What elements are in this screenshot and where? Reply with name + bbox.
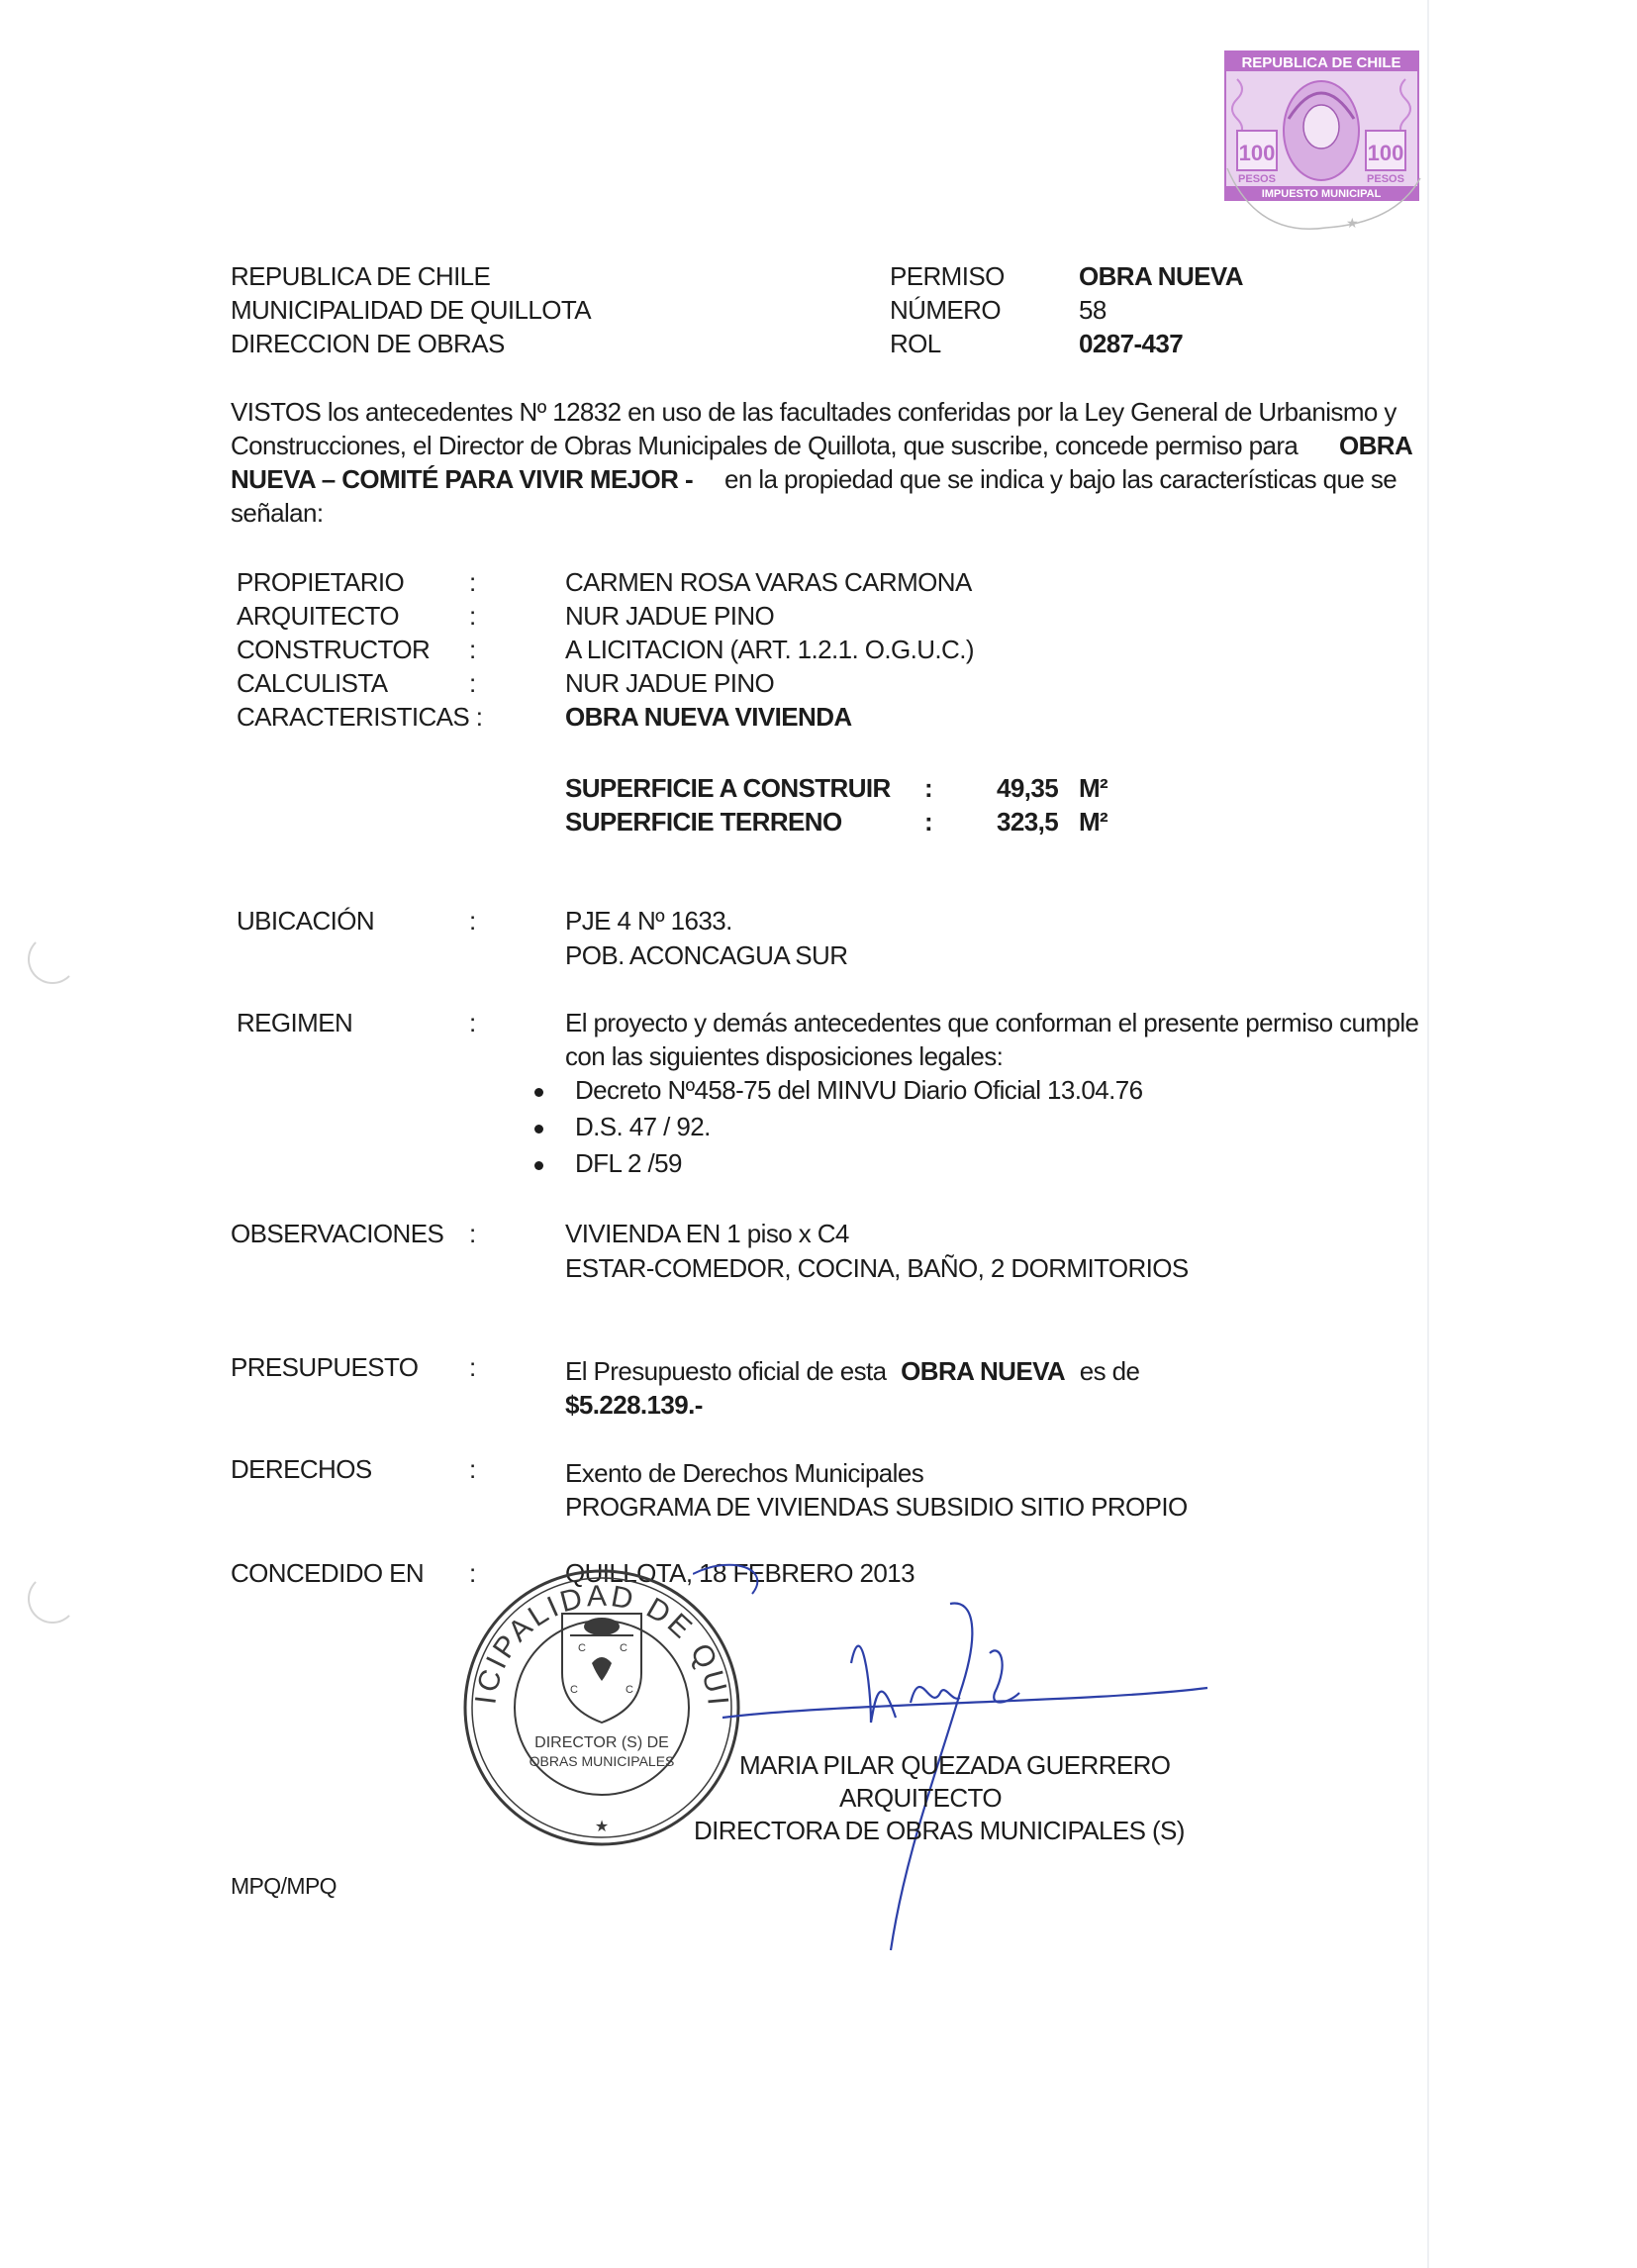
caracteristicas-value: OBRA NUEVA VIVIENDA [565,702,852,732]
presupuesto-label: PRESUPUESTO [231,1352,419,1382]
superficie-terreno-unit: M² [1079,807,1108,837]
regimen-list-item [534,1073,1142,1107]
colon: : [469,1558,476,1588]
colon: : [924,807,933,837]
colon: : [469,635,476,664]
concedido-label: CONCEDIDO EN [231,1558,425,1588]
presupuesto-text-a: El Presupuesto oficial de esta [565,1356,887,1386]
superficie-construir-label: SUPERFICIE A CONSTRUIR [565,773,891,803]
punch-hole [28,1574,77,1624]
revenue-stamp-graphic [1217,40,1425,257]
ubicacion-line-2: POB. ACONCAGUA SUR [565,940,848,970]
intro-line-2-bold: OBRA [1339,431,1413,460]
colon: : [469,906,476,936]
observaciones-label: OBSERVACIONES [231,1219,444,1248]
regimen-list-item [534,1146,682,1180]
colon: : [469,668,476,698]
arquitecto-value: NUR JADUE PINO [565,601,775,631]
regimen-label: REGIMEN [237,1008,353,1037]
observaciones-line-1: VIVIENDA EN 1 piso x C4 [565,1219,849,1248]
arquitecto-label: ARQUITECTO [237,601,399,631]
bullet-icon [534,1125,543,1134]
header-republica: REPUBLICA DE CHILE [231,261,491,291]
constructor-value: A LICITACION (ART. 1.2.1. O.G.U.C.) [565,635,974,664]
caracteristicas-label: CARACTERISTICAS : [237,702,483,732]
regimen-item-text: DFL 2 /59 [575,1148,682,1178]
permiso-label: PERMISO [890,261,1005,291]
stamp-value-right: 100 [1367,141,1404,165]
rol-value: 0287-437 [1079,329,1184,358]
presupuesto-amount: $5.228.139.- [565,1390,703,1420]
svg-text:★: ★ [1346,215,1359,231]
scan-edge-line [1427,0,1429,2268]
colon: : [469,1219,476,1248]
colon: : [924,773,933,803]
colon: : [469,1454,476,1484]
propietario-label: PROPIETARIO [237,567,405,597]
intro-line-4: señalan: [231,498,324,528]
signatory-role: DIRECTORA DE OBRAS MUNICIPALES (S) [694,1816,1185,1845]
svg-text:C: C [570,1684,578,1696]
stamp-country: REPUBLICA DE CHILE [1241,54,1401,71]
rol-label: ROL [890,329,941,358]
calculista-value: NUR JADUE PINO [565,668,775,698]
superficie-construir-value: 49,35 [997,773,1059,803]
signatory-name: MARIA PILAR QUEZADA GUERRERO [739,1750,1171,1780]
stamp-bottom: IMPUESTO MUNICIPAL [1261,188,1382,200]
regimen-item-text: Decreto Nº458-75 del MINVU Diario Oficial 13.04.76 [575,1075,1143,1105]
regimen-line-2: con las siguientes disposiciones legales: [565,1041,1004,1071]
superficie-terreno-label: SUPERFICIE TERRENO [565,807,842,837]
concedido-value: QUILLOTA, 18 FEBRERO 2013 [565,1558,915,1588]
colon: : [469,567,476,597]
presupuesto-line-1 [565,1354,1139,1388]
intro-line-3-bold: NUEVA – COMITÉ PARA VIVIR MEJOR - [231,464,694,494]
superficie-terreno-value: 323,5 [997,807,1059,837]
seal-inner-line-2: OBRAS MUNICIPALES [529,1753,675,1769]
numero-label: NÚMERO [890,295,1001,325]
regimen-list-item [534,1110,711,1143]
seal-ring-text: ICIPALIDAD DE QUI [469,1579,734,1710]
intro-line-3 [231,462,693,496]
propietario-value: CARMEN ROSA VARAS CARMONA [565,567,972,597]
stamp-value-left: 100 [1238,141,1276,165]
seal-inner-line-1: DIRECTOR (S) DE [534,1734,669,1751]
permiso-value: OBRA NUEVA [1079,261,1243,291]
svg-text:C: C [626,1684,633,1696]
colon: : [469,601,476,631]
regimen-line-1: El proyecto y demás antecedentes que conforman el presente permiso cumple [565,1008,1419,1037]
intro-line-1: VISTOS los antecedentes Nº 12832 en uso de las facultades conferidas por la Ley General de Urbanismo y [231,397,1396,427]
colon: : [469,1008,476,1037]
punch-hole [28,935,77,984]
colon: : [469,1352,476,1382]
presupuesto-text-b: OBRA NUEVA [901,1356,1066,1386]
derechos-label: DERECHOS [231,1454,372,1484]
presupuesto-text-c: es de [1079,1356,1140,1386]
initials: MPQ/MPQ [231,1873,337,1899]
svg-text:C: C [620,1642,627,1654]
svg-text:C: C [578,1642,586,1654]
intro-line-2 [231,429,1298,462]
regimen-item-text: D.S. 47 / 92. [575,1112,711,1141]
signatory-title: ARQUITECTO [839,1783,1002,1813]
constructor-label: CONSTRUCTOR [237,635,431,664]
bullet-icon [534,1088,543,1097]
header-direccion: DIRECCION DE OBRAS [231,329,505,358]
superficie-construir-unit: M² [1079,773,1108,803]
intro-line-2-text: Construcciones, el Director de Obras Municipales de Quillota, que suscribe, concede permiso para [231,431,1299,460]
ubicacion-line-1: PJE 4 Nº 1633. [565,906,732,936]
calculista-label: CALCULISTA [237,668,388,698]
stamp-unit-left: PESOS [1238,173,1276,185]
derechos-line-1: Exento de Derechos Municipales [565,1458,924,1488]
intro-line-3-text: en la propiedad que se indica y bajo las características que se [724,464,1397,494]
svg-text:★: ★ [594,1819,610,1835]
stamp-unit-right: PESOS [1367,173,1404,185]
derechos-line-2: PROGRAMA DE VIVIENDAS SUBSIDIO SITIO PROPIO [565,1492,1188,1522]
observaciones-line-2: ESTAR-COMEDOR, COCINA, BAÑO, 2 DORMITORIOS [565,1253,1189,1283]
numero-value: 58 [1079,295,1107,325]
bullet-icon [534,1161,543,1170]
revenue-stamp [1217,40,1425,257]
ubicacion-label: UBICACIÓN [237,906,375,936]
header-municipalidad: MUNICIPALIDAD DE QUILLOTA [231,295,591,325]
